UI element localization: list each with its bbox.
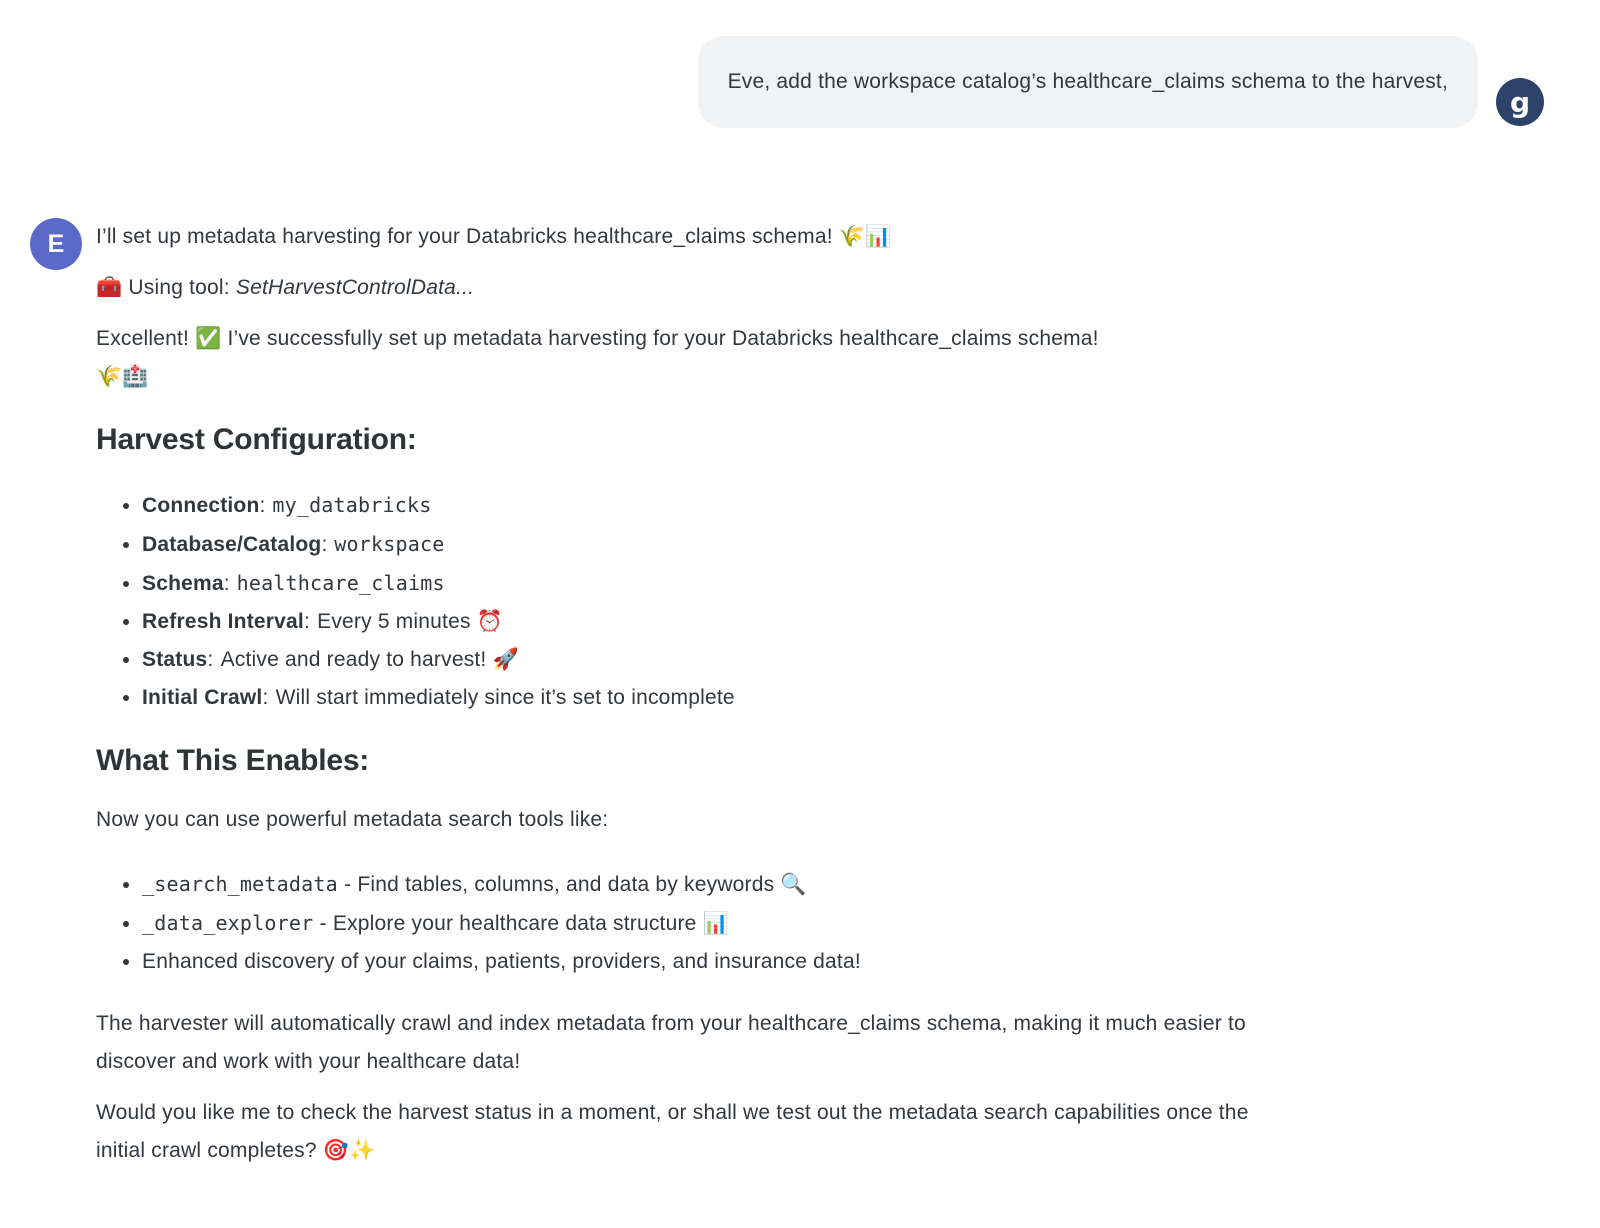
success-text: Excellent! ✅ I’ve successfully set up metadata harvesting for your Databricks healthcare_claims schema!	[96, 327, 1099, 350]
tool-item-search-metadata	[142, 865, 1296, 904]
assistant-message-body	[96, 218, 1296, 1183]
config-item-status	[142, 641, 1296, 679]
config-value: workspace	[334, 532, 445, 556]
config-item-connection	[142, 486, 1296, 525]
tool-code: _search_metadata	[142, 872, 338, 896]
assistant-avatar-letter: E	[47, 229, 65, 258]
toolbox-icon: 🧰	[96, 276, 123, 299]
config-value: healthcare_claims	[236, 571, 445, 595]
user-avatar	[1496, 78, 1544, 126]
harvest-configuration-heading: Harvest Configuration:	[96, 423, 417, 456]
tool-description: - Explore your healthcare data structure 📊	[319, 912, 729, 935]
config-label: Initial Crawl	[142, 686, 263, 709]
config-label: Database/Catalog	[142, 533, 322, 556]
config-label: Schema	[142, 572, 224, 595]
config-label: Status	[142, 648, 208, 671]
intro-text: I’ll set up metadata harvesting for your Databricks healthcare_claims schema! 🌾📊	[96, 225, 892, 248]
intro-paragraph	[96, 218, 1296, 256]
tools-list	[96, 865, 1296, 981]
tool-item-enhanced-discovery	[142, 943, 1296, 981]
config-separator: :	[262, 686, 269, 709]
tool-description: Enhanced discovery of your claims, patients, providers, and insurance data!	[142, 950, 861, 973]
what-this-enables-heading: What This Enables:	[96, 744, 370, 777]
config-value: Will start immediately since it’s set to incomplete	[275, 686, 735, 709]
success-paragraph	[96, 320, 1296, 396]
tool-usage-prefix: Using tool:	[128, 276, 230, 299]
config-separator: :	[303, 610, 310, 633]
user-message-bubble	[698, 36, 1478, 128]
config-item-database-catalog	[142, 525, 1296, 564]
success-emojis: 🌾🏥	[96, 365, 149, 388]
config-item-schema	[142, 564, 1296, 603]
config-separator: :	[321, 533, 328, 556]
config-list	[96, 486, 1296, 717]
user-avatar-letter: g	[1509, 85, 1531, 119]
tool-usage-line	[96, 269, 1296, 307]
config-separator: :	[223, 572, 230, 595]
outro-harvester-paragraph: The harvester will automatically crawl and index metadata from your healthcare_claims schema, making it much easier to discover and work with your healthcare data!	[96, 1012, 1246, 1073]
config-value: Every 5 minutes ⏰	[317, 610, 504, 633]
config-item-initial-crawl	[142, 679, 1296, 717]
config-separator: :	[207, 648, 214, 671]
tool-item-data-explorer	[142, 904, 1296, 943]
assistant-avatar	[30, 218, 82, 270]
tool-description: - Find tables, columns, and data by keywords 🔍	[344, 873, 807, 896]
tool-name: SetHarvestControlData...	[235, 276, 475, 299]
config-value: my_databricks	[272, 493, 432, 517]
config-item-refresh-interval	[142, 603, 1296, 641]
user-message-text: Eve, add the workspace catalog’s healthcare_claims schema to the harvest,	[727, 70, 1448, 93]
tool-code: _data_explorer	[142, 911, 314, 935]
config-label: Refresh Interval	[142, 610, 304, 633]
config-separator: :	[259, 494, 266, 517]
config-value: Active and ready to harvest! 🚀	[220, 648, 519, 671]
config-label: Connection	[142, 494, 260, 517]
enables-intro-paragraph: Now you can use powerful metadata search tools like:	[96, 808, 609, 831]
outro-question-paragraph: Would you like me to check the harvest status in a moment, or shall we test out the metadata search capabilities once the initial crawl completes? 🎯✨	[96, 1101, 1249, 1162]
assistant-message-row	[0, 218, 1600, 1183]
user-message-row	[0, 0, 1600, 128]
